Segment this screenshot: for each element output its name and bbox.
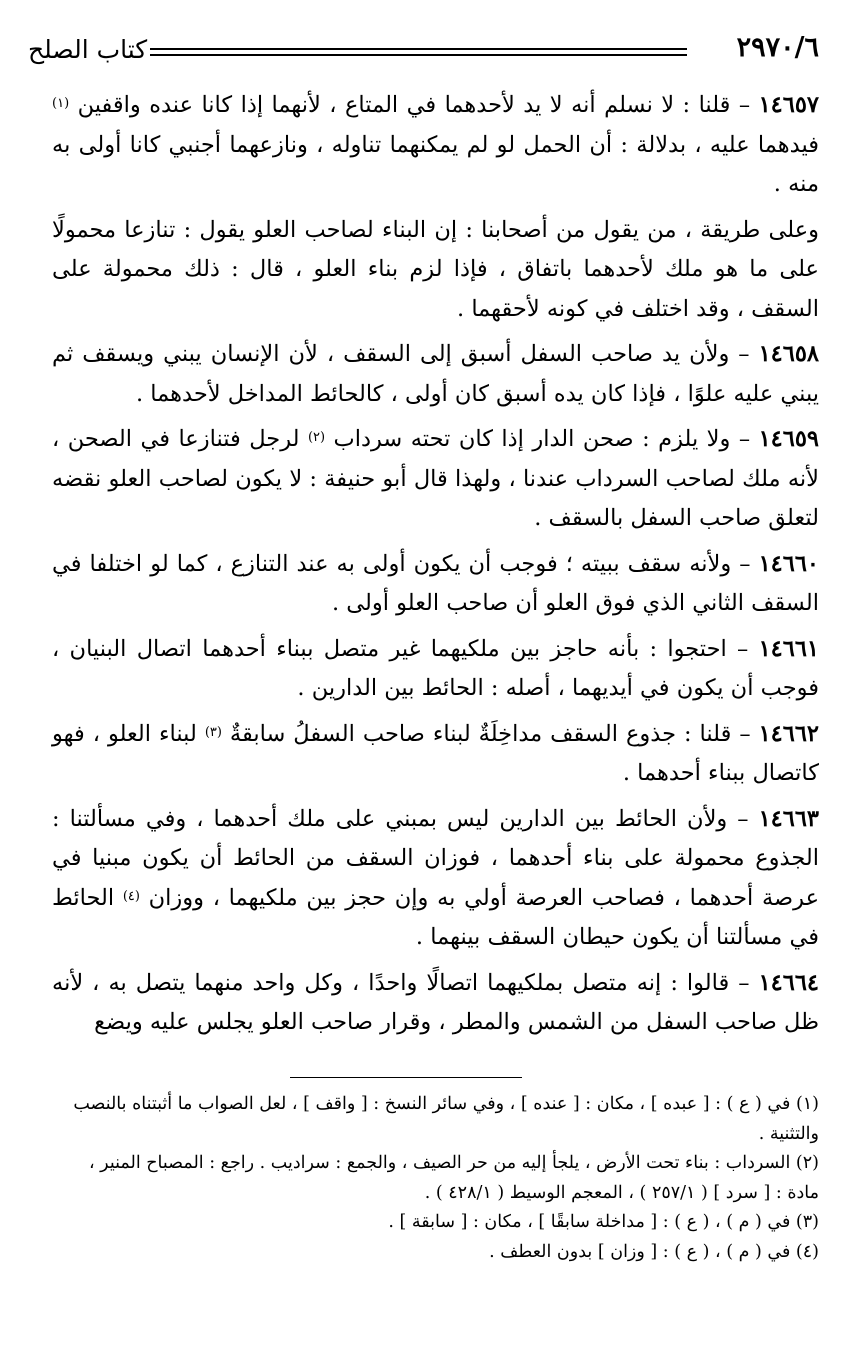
- page-number: ٢٩٧٠/٦: [736, 32, 819, 63]
- paragraph-text-continued: لبناء العلو ، فهو كاتصال ببناء أحدهما .: [52, 720, 819, 786]
- paragraph-14662: [52, 715, 819, 794]
- paragraph-text: – قلنا : لا نسلم أنه لا يد لأحدهما في المتاع ، لأنهما إذا كانا عنده واقفين: [69, 92, 759, 118]
- paragraph-14657: [52, 86, 819, 205]
- paragraph-number: ١٤٦٦٣: [758, 805, 819, 832]
- paragraph-number: ١٤٦٦١: [758, 635, 819, 662]
- paragraph-text: – ولأن يد صاحب السفل أسبق إلى السقف ، لأن الإنسان يبني ويسقف ثم يبني عليه علوًا ، فإذا كان يده أسبق كان أولى ، كالحائط المداخل لأحدهما .: [52, 341, 819, 407]
- paragraph-text: – ولأنه سقف ببيته ؛ فوجب أن يكون أولى به عند التنازع ، كما لو اختلفا في السقف الثاني الذي فوق العلو أن صاحب العلو أولى .: [52, 550, 819, 616]
- paragraph-number: ١٤٦٥٩: [758, 426, 819, 452]
- paragraph-14661: [52, 630, 819, 709]
- paragraph-14659: [52, 420, 819, 539]
- footnote-separator: [290, 1077, 522, 1078]
- main-text: [52, 86, 819, 1049]
- footnote-4: (٤) في ( م ) ، ( ع ) : [ وزان ] بدون العطف .: [489, 1241, 819, 1262]
- footnote-3: (٣) في ( م ) ، ( ع ) : [ مداخلة سابقًا ] ، مكان : [ سابقة ] .: [388, 1212, 819, 1232]
- paragraph-14658: [52, 335, 819, 414]
- paragraph-text: وعلى طريقة ، من يقول من أصحابنا : إن البناء لصاحب العلو يقول : تنازعا محمولًا على ما هو ملك لأحدهما باتفاق ، فإذا لزم بناء العلو ، قال : ذلك محمولة على السقف ، وقد اختلف في كونه لأحقهما .: [52, 216, 819, 322]
- header-rule-lower: [150, 54, 687, 56]
- footnote-marker[interactable]: (٣): [204, 724, 222, 740]
- paragraph-number: ١٤٦٦٠: [758, 550, 819, 577]
- paragraph-text: – قالوا : إنه متصل بملكيهما اتصالًا واحدًا ، وكل واحد منهما يتصل به ، لأنه ظل صاحب السفل من الشمس والمطر ، وقرار صاحب العلو يجلس عليه ويضع: [52, 969, 819, 1035]
- paragraph-text: – قلنا : جذوع السقف مداخِلَةٌ لبناء صاحب السفلُ سابقةٌ: [221, 720, 759, 747]
- paragraph-14663: [52, 800, 819, 958]
- book-title: كتاب الصلح: [28, 35, 148, 64]
- paragraph-unnumbered: [52, 211, 819, 330]
- footnote-2: (٢) السرداب : بناء تحت الأرض ، يلجأ إليه من حر الصيف ، والجمع : سراديب . راجع : المصباح المنير ، مادة : [ سرد ] ( ٢٥٧/١ ) ، المعجم الوسيط ( ٤٢٨/١ ) .: [88, 1153, 819, 1203]
- footnote-1: (١) في ( ع ) : [ عبده ] ، مكان : [ عنده ] ، وفي سائر النسخ : [ واقف ] ، لعل الصواب ما أثبتناه بالنصب والتثنية .: [73, 1094, 819, 1144]
- paragraph-14664: [52, 964, 819, 1043]
- footnote-marker[interactable]: (٤): [122, 888, 140, 904]
- footnotes: [60, 1090, 819, 1267]
- paragraph-number: ١٤٦٦٢: [758, 720, 819, 747]
- paragraph-number: ١٤٦٥٧: [758, 92, 819, 118]
- paragraph-text-continued: لرجل فتنازعا في الصحن ، لأنه ملك لصاحب السرداب عندنا ، ولهذا قال أبو حنيفة : لا يكون لصاحب العلو نقضه لتعلق صاحب السفل بالسقف .: [52, 426, 819, 531]
- footnote-marker[interactable]: (٢): [307, 430, 326, 445]
- paragraph-text: – ولأن الحائط بين الدارين ليس بمبني على ملك أحدهما ، وفي مسألتنا : الجذوع محمولة على بناء أحدهما ، فوزان السقف من الحائط أن يكون مبنيا في عرصة أحدهما ، فصاحب العرصة أولي به وإن حجز بين ملكيهما ، ووزان: [52, 805, 819, 911]
- paragraph-number: ١٤٦٦٤: [758, 969, 819, 996]
- paragraph-number: ١٤٦٥٨: [758, 341, 819, 367]
- paragraph-14660: [52, 545, 819, 624]
- paragraph-text: – احتجوا : بأنه حاجز بين ملكيهما غير متصل ببناء أحدهما اتصال البنيان ، فوجب أن يكون في أيديهما ، أصله : الحائط بين الدارين .: [52, 635, 819, 701]
- header-rule: [150, 48, 687, 50]
- paragraph-text: – ولا يلزم : صحن الدار إذا كان تحته سرداب: [325, 426, 759, 452]
- paragraph-text-continued: الحائط في مسألتنا أن يكون حيطان السقف بينهما .: [52, 884, 819, 950]
- page-header: [28, 28, 819, 72]
- footnote-marker[interactable]: (١): [52, 96, 70, 111]
- paragraph-text-continued: فيدهما عليه ، بدلالة : أن الحمل لو لم يمكنهما تناوله ، ونازعهما أجنبي كانا أولى به منه .: [52, 131, 819, 197]
